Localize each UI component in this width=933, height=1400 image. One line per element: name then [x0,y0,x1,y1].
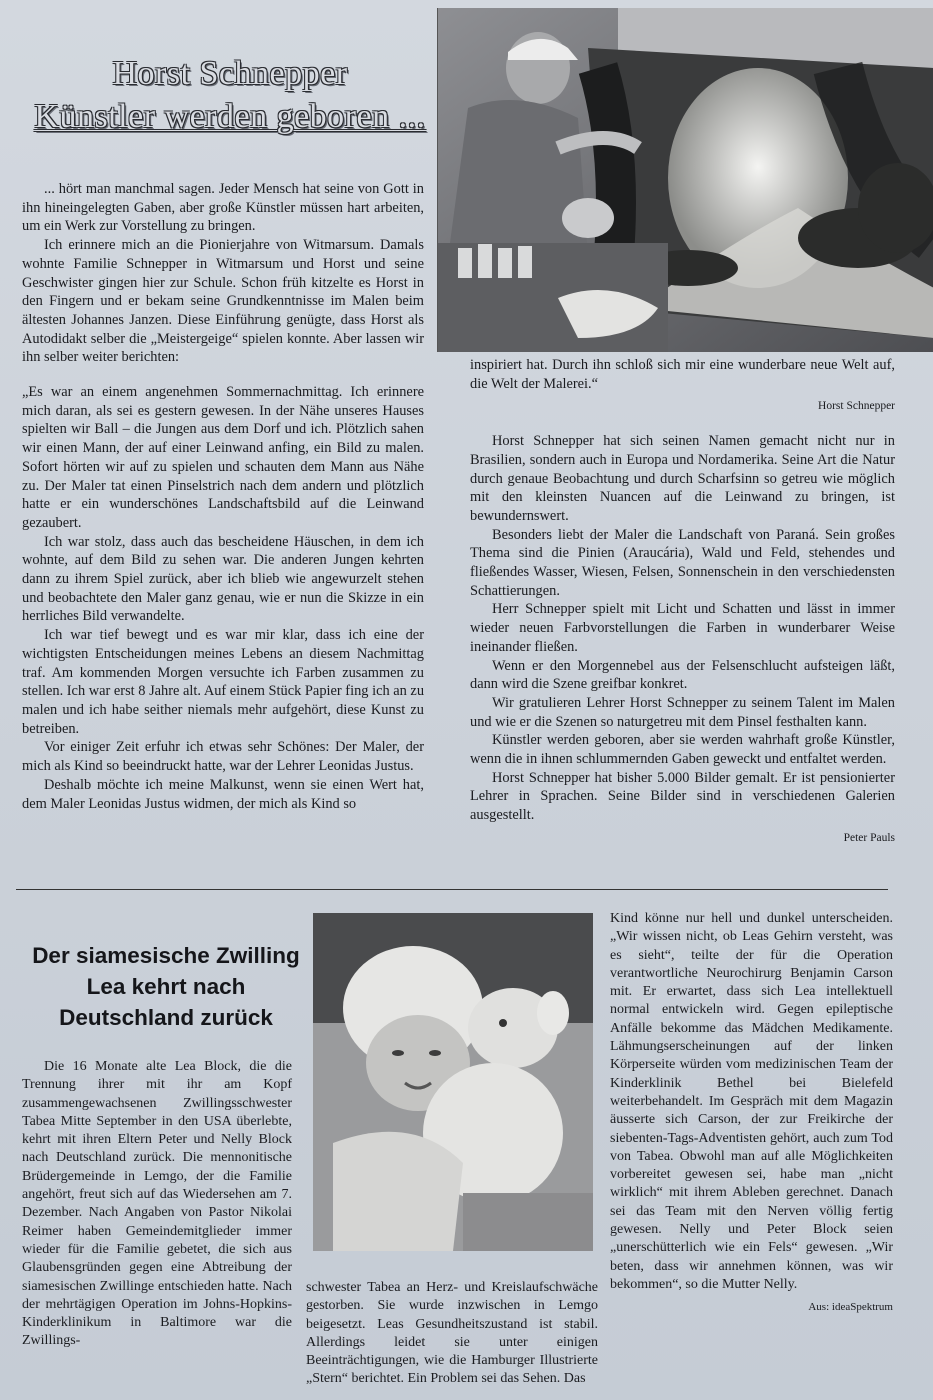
article1-title-line2: Künstler werden geboren ... [34,98,426,135]
article1-left-paragraph: ... hört man manchmal sagen. Jeder Mensch hat seine von Gott in ihn hineingelegten Gaben, aber große Künstler müssen hart arbeiten, um ein Werk zur Vorstellung zu bringen. [22,181,424,235]
article1-right-paragraph: Besonders liebt der Maler die Landschaft von Paraná. Sein großes Thema sind die Pinien (Araucária), Wald und Feld, stehendes und fließendes Wasser, Wiesen, Felsen, Sonnenschein in den verschiedensten Schattierungen. [470,526,895,599]
article1-title-line1: Horst Schnepper [112,55,348,92]
baby-photo [313,913,593,1251]
article2-column-3 [610,910,893,1317]
article1-right-paragraph: Horst Schnepper hat sich seinen Namen gemacht nicht nur in Brasilien, sondern auch in Europa und Nordamerika. Seine Art die Natur durch genaue Beobachtung und durch Scharfsinn so getreu wie möglich mit den kleinsten Nuancen auf die Leinwand zu bringen, ist bewundernswert. [470,433,895,524]
article2-column-1 [22,1058,292,1351]
author-byline: Peter Pauls [843,831,895,844]
article2-column-2 [306,1279,598,1389]
section-divider [16,889,888,890]
article1-right-column [470,356,895,848]
article1-right-paragraph: inspiriert hat. Durch ihn schloß sich mir eine wunderbare neue Welt auf, die Welt der Malerei.“ [470,357,895,392]
article1-right-paragraph: Horst Schnepper hat bisher 5.000 Bilder gemalt. Er ist pensionierter Lehrer in Sprachen. Seine Bilder sind in verschiedenen Galerien ausgestellt. [470,769,895,824]
article1-right-paragraph: Wenn er den Morgennebel aus der Felsenschlucht aufsteigen läßt, dann wird die Szene greifbar konkret. [470,657,895,693]
article1-left-paragraph: „Es war an einem angenehmen Sommernachmittag. Ich erinnere mich daran, als sei es gestern gewesen. In der Nähe unseres Hauses spielten wir Ball – die Jungen aus dem Dorf und ich. Plötzlich sahen wir einen Mann, der auf einer Leinwand anfing, ein Bild zu malen. Sofort hörten wir auf zu spielen und schauten dem Mann aus Nähe zu. Der Maler tat einen Pinselstrich nach dem andern und plötzlich hatte er ein wunderschönes Landschaftsbild auf die Leinwand gezaubert. [22,384,424,531]
painter-photo [437,8,933,352]
article2-paragraph: Die 16 Monate alte Lea Block, die die Trennung ihrer mit ihr am Kopf zusammengewachsenen Zwillingsschwester Tabea Mitte September in den USA überlebte, kehrt mit ihren Eltern Peter und Nelly Block nach Deutschland zurück. Die mennonitische Brüdergemeinde in Lemgo, der die Familie angehört, freut sich auf das Wiedersehen am 7. Dezember. Nach Angaben von Pastor Nikolai Reimer haben Gemeindemitglieder immer wieder für die Familie gebetet, die sich aus Glaubensgründen gegen eine Abtreibung der siamesischen Zwillinge entschieden hatte. Nach der mehrtägigen Operation im Johns-Hopkins-Kinderklinikum in Baltimore war die Zwillings- [22,1059,292,1349]
article1-left-paragraph: Vor einiger Zeit erfuhr ich etwas sehr Schönes: Der Maler, der mich als Kind so beeindruckt hatte, war der Lehrer Leonidas Justus. [22,739,424,775]
article1-left-paragraph: Ich war tief bewegt und es war mir klar, dass ich eine der wichtigsten Entscheidungen meines Lebens an diesem Nachmittag traf. Am kommenden Morgen versuchte ich Farben zusammen zu stellen. Ich war erst 8 Jahre alt. Auf einem Stück Papier fing ich an zu malen und ich habe seither niemals mehr aufgehört, diese Kunst zu betreiben. [22,627,425,737]
article1-left-paragraph: Ich war stolz, dass auch das bescheidene Häuschen, in dem ich wohnte, auf dem Bild zu sehen war. Die anderen Jungen kehrten dann zu ihrem Spiel zurück, aber ich blieb wie angewurzelt stehen und beobachtete den Maler ganz genau, wie er nun die Skizze in ein herrliches Bild verwandelte. [22,533,424,625]
article2-paragraph: schwester Tabea an Herz- und Kreislaufschwäche gestorben. Sie wurde inzwischen in Lemgo beigesetzt. Leas Gesundheitszustand ist stabil. Allerdings leidet sie unter einigen Beeinträchtigungen, wie die Hamburger Illustrierte „Stern“ berichtet. Ein Problem sei das Sehen. Das [306,1280,598,1387]
article1-right-paragraph: Wir gratulieren Lehrer Horst Schnepper zu seinem Talent im Malen und wie er die Szenen so naturgetreu mit dem Pinsel festhalten kann. [470,694,895,730]
article2-title: Der siamesische Zwilling Lea kehrt nach Deutschland zurück [32,943,300,1030]
article1-left-paragraph: Ich erinnere mich an die Pionierjahre von Witmarsum. Damals wohnte Familie Schnepper in Witmarsum und Horst und seine Geschwister gingen hier zur Schule. Schon früh kitzelte es Horst in den Fingern und er bekam seine Grundkenntnisse im Malen beim ältesten Johannes Janzen. Diese Einführung genügte, dass Horst als Autodidakt selber die „Meistergeige“ spielen konnte. Aber lassen wir ihn selber weiter berichten: [22,237,424,366]
article1-left-column [22,180,424,813]
quote-signature: Horst Schnepper [818,400,895,413]
article2-paragraph: Kind könne nur hell und dunkel unterscheiden. „Wir wissen nicht, ob Leas Gehirn versteht, was es sieht“, teilte der für die Operation verantwortliche Neurochirurg Benjamin Carson mit. Er erwartet, dass sich Lea intellektuell normal entwickeln wird. Gegen epileptische Anfälle bekomme das Mädchen Medikamente. Lähmungserscheinungen auf der linken Körperseite würden vom medizinischen Team der Kinderklinik Bethel bei Bielefeld weiterbehandelt. Im Gespräch mit dem Magazin äusserte sich Carson, der zur Freikirche der siebenten-Tags-Adventisten gehört, auch zum Tod von Tabea. Obwohl man auf alle Möglichkeiten vorbereitet gewesen sei, habe man „nicht wirklich“ mit ihrem Ableben gerechnet. Danach sei das Team mit den Nerven völlig fertig gewesen. Nelly und Peter Block seien „unerschütterlich wie ein Fels“ gewesen. „Wir beten, dass wir annehmen können, was wir bekommen“, so die Mutter Nelly. [610,911,893,1292]
article1-right-paragraph: Herr Schnepper spielt mit Licht und Schatten und lässt in immer wieder neuen Farbvorstellungen die Farben in wunderbarer Weise ineinander fließen. [470,601,895,655]
article1-title [20,52,440,138]
source-credit: Aus: ideaSpektrum [808,1301,893,1314]
baby-photo-illustration [313,913,593,1251]
article1-right-paragraph: Künstler werden geboren, aber sie werden wahrhaft große Künstler, wenn die in ihnen schlummernden Gaben geweckt und entfaltet werden. [470,732,895,768]
painter-photo-illustration [438,8,933,352]
article1-left-paragraph: Deshalb möchte ich meine Malkunst, wenn sie einen Wert hat, dem Maler Leonidas Justus widmen, der mich als Kind so [22,776,424,812]
